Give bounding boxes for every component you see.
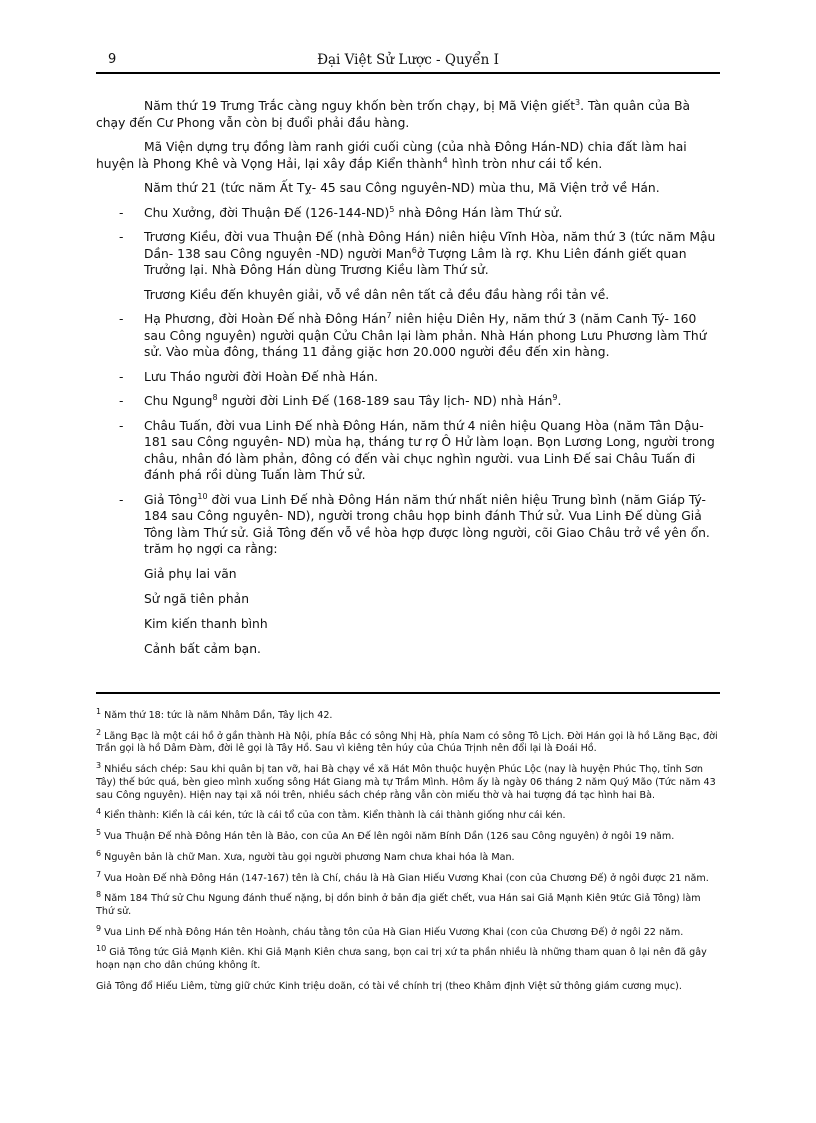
footnote-number: 9: [96, 923, 102, 933]
footnote-ref[interactable]: 3: [575, 97, 581, 107]
footnote-ref[interactable]: 5: [389, 204, 395, 214]
list-item: - Hạ Phương, đời Hoàn Đế nhà Đông Hán$^7$ niên hiệu Diên Hy, năm thứ 3 (năm Canh Tý- 160 sau Công nguyên) người quận Cửu Chân lại làm phản. Nhà Hán phong Lưu Phương làm Thứ sử. Vào mùa đông, tháng 11 đảng giặc hơn 20.000 người đều đến xin hàng.: [119, 310, 707, 359]
footnote-ref[interactable]: 10: [197, 491, 208, 501]
verse-line: Cảnh bất cảm bạn.: [144, 641, 261, 656]
list-item: - Lưu Tháo người đời Hoàn Đế nhà Hán.: [119, 369, 379, 384]
footnote: $^3$ Nhiều sách chép: Sau khi quân bị tan vỡ, hai Bà chạy về xã Hát Môn thuộc huyện Phúc Lộc (nay là huyện Phúc Thọ, tỉnh Sơn Tây) thế bức quá, bèn gieo mình xuống sông Hát Giang mà tự Trầm Mình. Hôm ấy là ngày 06 tháng 2 năm Quý Mão (Tức năm 43 sau Công nguyên). Hiện nay tại xã nói trên, nhiều sách chép rằng vẫn còn miếu thờ và hai tượng đá tạc hình hai Bà.: [96, 760, 716, 801]
list-continuation: Trương Kiều đến khuyên giải, vỗ về dân nên tất cả đều đầu hàng rồi tản về.: [144, 287, 610, 302]
page-header: [96, 52, 720, 72]
footnote-number: 2: [96, 727, 102, 737]
footnote-number: 1: [96, 706, 102, 716]
list-item: - Chu Ngung$^8$ người đời Linh Đế (168-189 sau Tây lịch- ND) nhà Hán$^9$.: [119, 392, 562, 408]
paragraph: Mã Viện dựng trụ đồng làm ranh giới cuối cùng (của nhà Đông Hán-ND) chia đất làm hai huyện là Phong Khê và Vọng Hải, lại xây đắp Kiển thành$^4$ hình tròn như cái tổ kén.: [96, 140, 687, 171]
footnote-number: 7: [96, 869, 102, 879]
paragraph: Năm thứ 21 (tức năm Ất Tỵ- 45 sau Công nguyên-ND) mùa thu, Mã Viện trở về Hán.: [144, 181, 660, 195]
footnote-ref[interactable]: 7: [386, 310, 392, 320]
bullet-dash: -: [119, 312, 124, 326]
footnote-ref[interactable]: 4: [442, 155, 448, 165]
list-item: - Châu Tuấn, đời vua Linh Đế nhà Đông Hán, năm thứ 4 niên hiệu Quang Hòa (năm Tân Dậu- 181 sau Công nguyên- ND) mùa hạ, tháng tư rợ Ô Hử làm loạn. Bọn Lương Long, người trong châu, nhân đó làm phản, đông có đến vài chục nghìn người. vua Linh Đế sai Châu Tuấn đi đánh phá rồi dùng Tuấn làm Thứ sử.: [119, 418, 715, 482]
header-rule: [96, 72, 720, 74]
footnote-number: 8: [96, 890, 102, 900]
footnote: $^8$ Năm 184 Thứ sử Chu Ngung đánh thuế nặng, bị dồn binh ở bản địa giết chết, vua Hán sai Giả Mạnh Kiên 9tức Giả Tông) làm Thứ sử.: [96, 890, 701, 917]
paragraph: Năm thứ 19 Trưng Trắc càng nguy khốn bèn trốn chạy, bị Mã Viện giết$^3$. Tàn quân của Bà chạy đến Cư Phong vẫn còn bị đuổi phải đầu hàng.: [96, 97, 691, 130]
footnote: $^6$ Nguyên bản là chữ Man. Xưa, người tàu gọi người phương Nam chưa khai hóa là Man.: [96, 848, 515, 863]
bullet-dash: -: [119, 369, 124, 384]
bullet-dash: -: [119, 492, 124, 507]
footnote: $^7$ Vua Hoàn Đế nhà Đông Hán (147-167) tên là Chí, cháu là Hà Gian Hiếu Vương Khai (con của Chương Đế) ở ngôi được 21 năm.: [96, 869, 709, 884]
footnote-separator: [96, 692, 720, 694]
verse-line: Sử ngã tiên phản: [144, 591, 249, 606]
footnote-continuation: Giả Tông đổ Hiếu Liêm, từng giữ chức Kinh triệu doãn, có tài về chính trị (theo Khâm định Việt sử thông giám cương mục).: [96, 980, 682, 992]
main-text: [96, 98, 720, 666]
verse-line: Kim kiến thanh bình: [144, 616, 268, 631]
footnote: $^5$ Vua Thuận Đế nhà Đông Hán tên là Bảo, con của An Đế lên ngôi năm Bính Dần (126 sau Công nguyên) ở ngôi 19 năm.: [96, 827, 675, 843]
footnote: $^{10}$ Giả Tông tức Giả Mạnh Kiên. Khi Giả Mạnh Kiên chưa sang, bọn cai trị xứ ta phần nhiều là những tham quan ô lại nên đã gây hoạn nạn cho dân chúng không ít.: [96, 944, 707, 972]
footnote-number: 10: [96, 944, 107, 954]
footnote: $^9$ Vua Linh Đế nhà Đông Hán tên Hoành, cháu tằng tôn của Hà Gian Hiếu Vương Khai (con của Chương Đế) ở ngôi 22 năm.: [96, 923, 684, 938]
list-item: - Chu Xưởng, đời Thuận Đế $(126-144-ND)^5$ nhà Đông Hán làm Thứ sử.: [119, 204, 563, 220]
footnote: $^2$ Lãng Bạc là một cái hồ ở gần thành Hà Nội, phía Bắc có sông Nhị Hà, phía Nam có sông Tô Lịch. Đời Hán gọi là hồ Lãng Bạc, đời Trần gọi là hồ Dâm Đàm, đời lê gọi là Tây Hồ. Sau vì kiêng tên húy của Chúa Trịnh nên đổi lại là Đoái Hồ.: [96, 727, 718, 755]
footnote-number: 6: [96, 848, 102, 858]
footnote-number: 4: [96, 807, 102, 817]
footnote: $^4$ Kiển thành: Kiển là cái kén, tức là cái tổ của con tằm. Kiển thành là cái thành giống như cái kén.: [96, 807, 566, 822]
bullet-dash: -: [119, 394, 124, 408]
bullet-dash: -: [119, 205, 124, 220]
bullet-dash: -: [119, 418, 124, 433]
bullet-dash: -: [119, 230, 124, 244]
footnote-ref[interactable]: 8: [212, 392, 218, 402]
footnote-number: 3: [96, 760, 102, 770]
page-number: 9: [108, 52, 117, 67]
running-title: Đại Việt Sử Lược - Quyển I: [317, 52, 499, 68]
footnote-number: 5: [96, 827, 102, 837]
footnote-ref[interactable]: 6: [411, 245, 417, 255]
footnote: $^1$ Năm thứ 18: tức là năm Nhâm Dần, Tây lịch 42.: [96, 706, 333, 721]
footnote-ref[interactable]: 9: [552, 392, 558, 402]
footnotes: [96, 706, 718, 994]
list-item: - Trương Kiều, đời vua Thuận Đế (nhà Đông Hán) niên hiệu Vĩnh Hòa, năm thứ 3 (tức năm Mậu Dần- 138 sau Công nguyên -ND) người Man$^6$ở Tượng Lâm là rợ. Khu Liên đánh giết quan Trưởng lại. Nhà Đông Hán dùng Trương Kiều làm Thứ sử.: [119, 230, 716, 277]
verse-line: Giả phụ lai vãn: [144, 566, 237, 581]
list-item: - Giả Tông$^{10}$ đời vua Linh Đế nhà Đông Hán năm thứ nhất niên hiệu Trung bình (năm Giáp Tý- 184 sau Công nguyên- ND), người trong châu họp binh đánh Thứ sử. Vua Linh Đế dùng Giả Tông làm Thứ sử. Giả Tông đến vỗ về hòa hợp được lòng người, cõi Giao Châu trở về yên ổn. trăm họ ngợi ca rằng:: [119, 491, 710, 556]
